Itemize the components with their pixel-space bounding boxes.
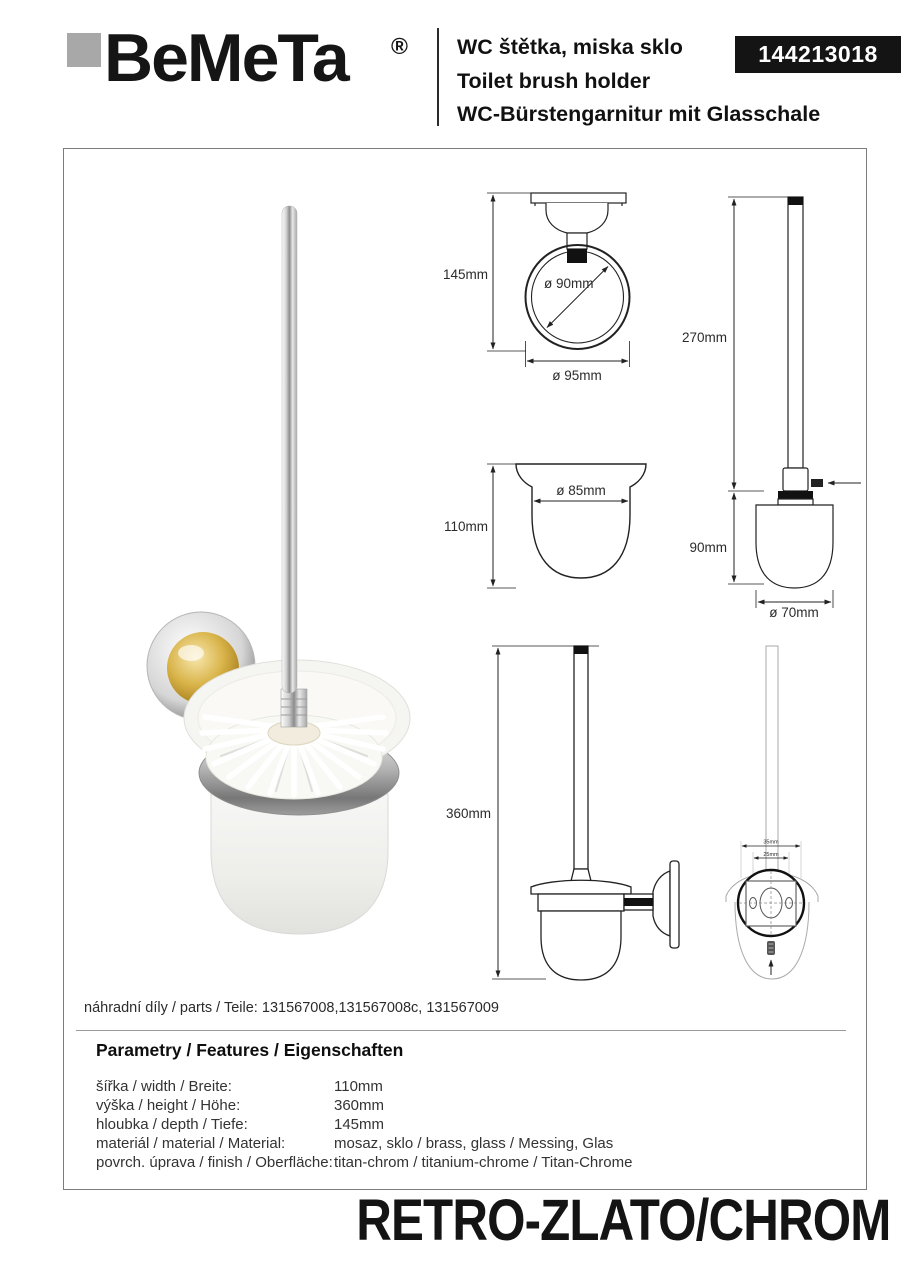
assembly-height-dim-label: 360mm <box>445 806 491 821</box>
drawing-brush-side <box>728 197 861 608</box>
param-value: 145mm <box>334 1116 385 1133</box>
bowl-height-dim-label: 110mm <box>443 519 488 534</box>
holder-height-dim-label: 145mm <box>442 267 488 282</box>
holder-outer-diameter-label: ø 95mm <box>552 368 602 383</box>
product-title-de: WC-Bürstengarnitur mit Glasschale <box>457 102 821 126</box>
param-value: titan-chrom / titanium-chrome / Titan-Chrome <box>334 1154 633 1171</box>
param-row-depth <box>64 1116 824 1135</box>
param-row-width <box>64 1078 824 1097</box>
brand-logo: BeMeTa <box>104 20 348 96</box>
parameters-heading: Parametry / Features / Eigenschaften <box>96 1040 404 1060</box>
drawing-assembly-side <box>492 646 679 980</box>
mount-width-outer-label: 35mm <box>763 839 779 846</box>
brush-head-dim-label: 90mm <box>689 540 727 555</box>
param-label: povrch. úprava / finish / Oberfläche: <box>96 1154 333 1171</box>
technical-drawings <box>64 149 866 1029</box>
spare-parts-label: náhradní díly / parts / Teile: <box>84 1000 258 1016</box>
product-code-badge: 144213018 <box>735 36 901 73</box>
header-divider <box>437 28 439 126</box>
param-row-material <box>64 1135 824 1154</box>
param-row-height <box>64 1097 824 1116</box>
drawing-assembly-front <box>726 646 818 979</box>
param-value: 360mm <box>334 1097 385 1114</box>
spare-parts-line <box>84 1000 499 1016</box>
parts-separator-line <box>76 1030 846 1031</box>
logo-square <box>67 33 101 67</box>
registered-trademark-icon: ® <box>391 33 408 59</box>
mount-width-inner-label: 25mm <box>763 852 779 858</box>
brush-diameter-label: ø 70mm <box>769 605 819 620</box>
product-title-en: Toilet brush holder <box>457 68 651 93</box>
brush-handle-dim-label: 270mm <box>681 330 727 345</box>
spare-parts-numbers: 131567008,131567008c, 131567009 <box>261 1000 499 1016</box>
param-value: mosaz, sklo / brass, glass / Messing, Glas <box>334 1135 614 1152</box>
param-label: hloubka / depth / Tiefe: <box>96 1116 248 1133</box>
param-label: výška / height / Höhe: <box>96 1097 241 1114</box>
param-label: materiál / material / Material: <box>96 1135 286 1152</box>
param-label: šířka / width / Breite: <box>96 1078 232 1095</box>
content-frame <box>63 148 867 1190</box>
bowl-diameter-label: ø 85mm <box>556 483 606 498</box>
param-row-finish <box>64 1154 824 1173</box>
series-name: RETRO-ZLATO/CHROM <box>355 1188 890 1253</box>
holder-inner-diameter-label: ø 90mm <box>544 276 594 291</box>
param-value: 110mm <box>334 1078 383 1095</box>
product-title-cs: WC štětka, miska sklo <box>457 35 683 59</box>
